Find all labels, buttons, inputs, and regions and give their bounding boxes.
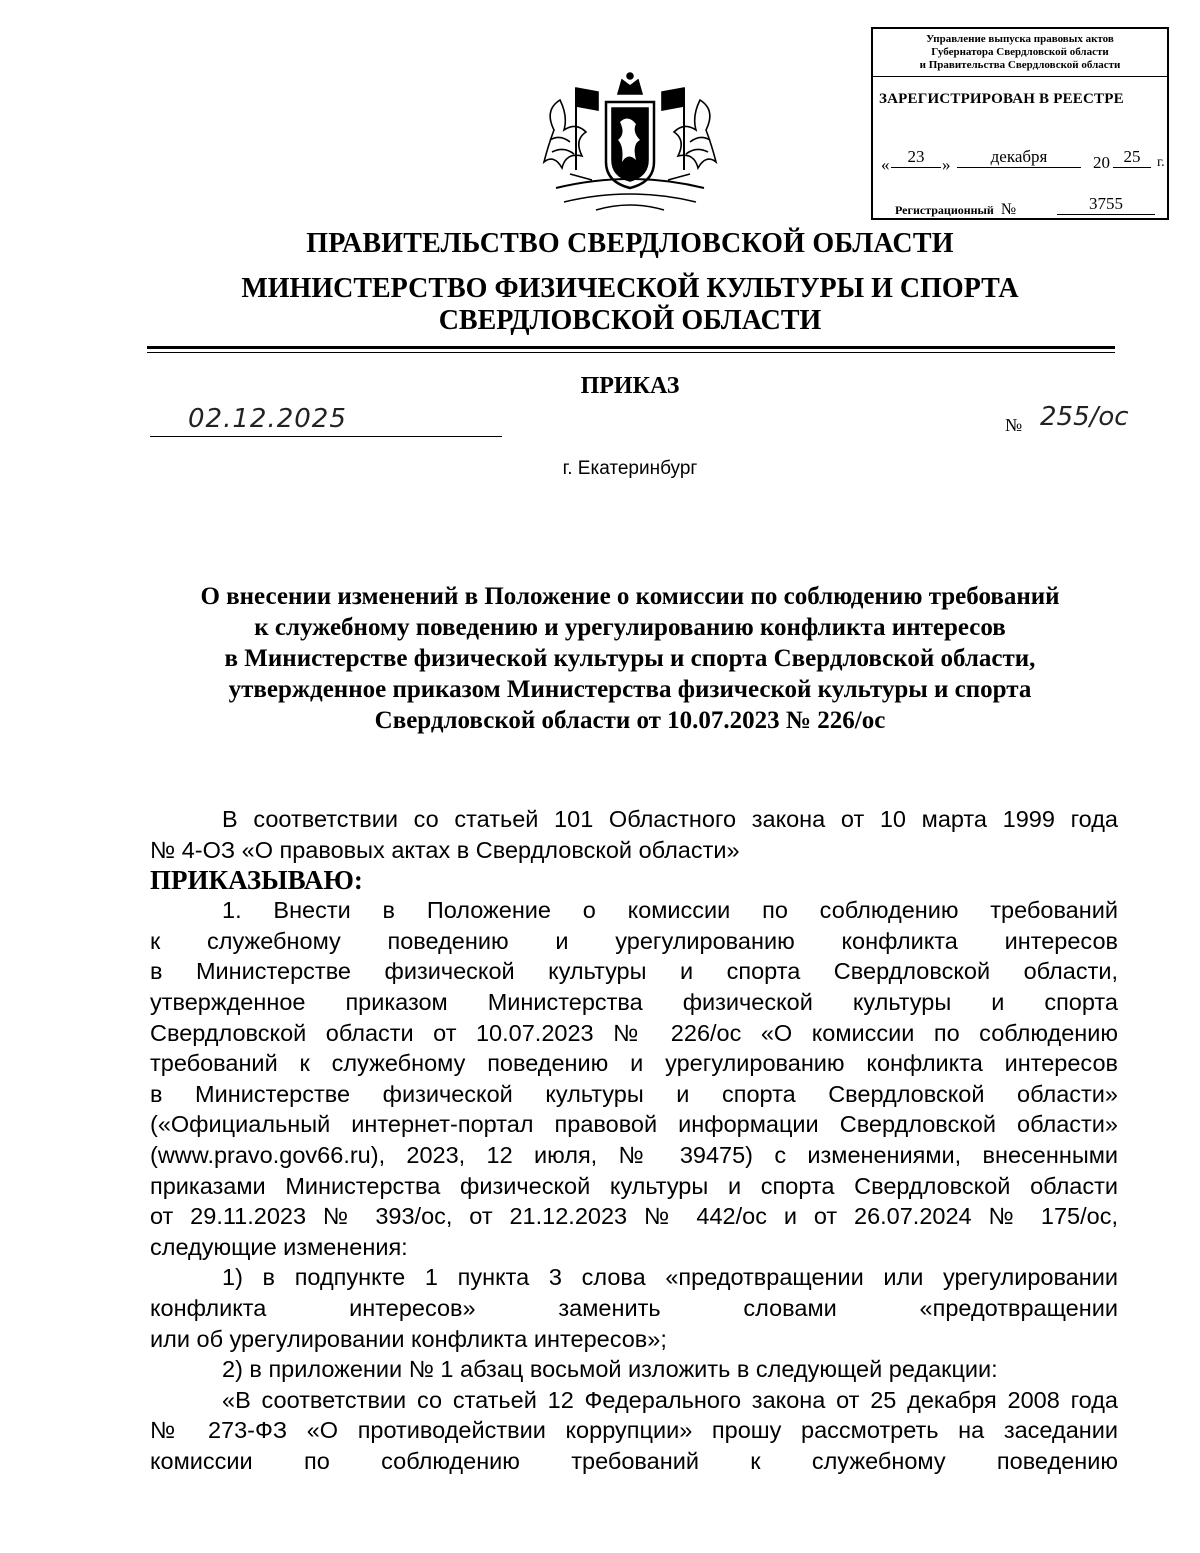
item1-line: к служебному поведению и урегулированию конфликта интересов [150,927,1118,954]
header-divider-thin [147,352,1115,353]
quote-line: «В соответствии со статьей 12 Федерального закона от 25 декабря 2008 года [222,1386,1118,1413]
order-number-label: № [1005,415,1023,435]
document-body [150,804,1118,1476]
stamp-month: декабря [957,147,1081,168]
order-date-handwritten: 02.12.2025 [188,404,347,434]
item1-line: приказами Министерства физической культуры и спорта Свердловской области [150,1172,1118,1199]
quote-line: № 273-ФЗ «О противодействии коррупции» прошу рассмотреть на заседании [150,1417,1118,1444]
item1-line: (www.pravo.gov66.ru), 2023, 12 июля, № 39475) с изменениями, внесенными [150,1141,1118,1168]
stamp-header-line: и Правительства Свердловской области [919,59,1121,71]
item1-line: («Официальный интернет-портал правовой информации Свердловской области» [150,1111,1118,1138]
subitem2-line: 2) в приложении № 1 абзац восьмой изложить в следующей редакции: [222,1356,998,1383]
title-line: утвержденное приказом Министерства физической культуры и спорта [228,676,1032,703]
subitem1-line: конфликта интересов» заменить словами «предотвращении [150,1294,1118,1321]
stamp-open-quote: « [881,155,890,174]
preamble-line: № 4-ОЗ «О правовых актах в Свердловской области» [150,836,740,863]
preamble-line: В соответствии со статьей 101 Областного закона от 10 марта 1999 года [222,806,1118,832]
ministry-heading-line1: МИНИСТЕРСТВО ФИЗИЧЕСКОЙ КУЛЬТУРЫ И СПОРТА [241,273,1019,304]
government-heading: ПРАВИТЕЛЬСТВО СВЕРДЛОВСКОЙ ОБЛАСТИ [306,228,954,259]
title-line: Свердловской области от 10.07.2023 № 226/ос [374,707,886,734]
item1-line: утвержденное приказом Министерства физической культуры и спорта [150,988,1118,1015]
stamp-year-prefix: 20 [1093,153,1110,172]
item1-line: требований к служебному поведению и урегулированию конфликта интересов [150,1050,1118,1077]
document-type-heading: ПРИКАЗ [580,373,680,399]
registration-stamp [871,27,1169,220]
stamp-number-label: Регистрационный № [895,201,1017,218]
order-number-handwritten: 255/ос [1040,402,1129,432]
item1-line: следующие изменения: [150,1233,408,1260]
item1-line: от 29.11.2023 № 393/ос, от 21.12.2023 № 442/ос и от 26.07.2024 № 175/ос, [150,1203,1118,1230]
order-date-field [150,402,502,437]
stamp-year-unit: г. [1157,155,1165,170]
document-title [130,581,1130,736]
stamp-year: 25 [1113,147,1151,168]
item1-line: 1. Внести в Положение о комиссии по соблюдению требований [222,897,1118,924]
stamp-date [881,147,1166,177]
stamp-header [873,29,1167,77]
subitem1-line: или об урегулировании конфликта интересов»; [150,1325,667,1352]
stamp-header-line: Управление выпуска правовых актов [926,33,1114,45]
title-line: к служебному поведению и урегулированию конфликта интересов [254,614,1006,641]
order-word: ПРИКАЗЫВАЮ: [150,865,363,896]
stamp-close-quote: » [942,155,951,174]
title-line: О внесении изменений в Положение о комиссии по соблюдению требований [200,583,1060,610]
stamp-header-line: Губернатора Свердловской области [931,46,1109,58]
quote-line: комиссии по соблюдению требований к служебному поведению [150,1447,1118,1474]
stamp-day: 23 [891,147,941,168]
item1-line: Свердловской области от 10.07.2023 № 226/ос «О комиссии по соблюдению [150,1019,1118,1046]
stamp-registered-label: ЗАРЕГИСТРИРОВАН В РЕЕСТРЕ [879,91,1124,107]
item1-line: в Министерстве физической культуры и спорта Свердловской области, [150,958,1118,985]
item1-line: в Министерстве физической культуры и спорта Свердловской области» [150,1080,1118,1107]
city-name: г. Екатеринбург [562,458,698,479]
stamp-reg-number: 3755 [1057,194,1155,215]
header-divider-thick [147,346,1115,349]
coat-of-arms-emblem [536,70,724,220]
subitem1-line: 1) в подпункте 1 пункта 3 слова «предотвращении или урегулировании [222,1264,1118,1291]
ministry-heading-line2: СВЕРДЛОВСКОЙ ОБЛАСТИ [438,305,822,336]
stamp-number-sign: № [1000,201,1017,218]
title-line: в Министерстве физической культуры и спорта Свердловской области, [224,645,1036,672]
